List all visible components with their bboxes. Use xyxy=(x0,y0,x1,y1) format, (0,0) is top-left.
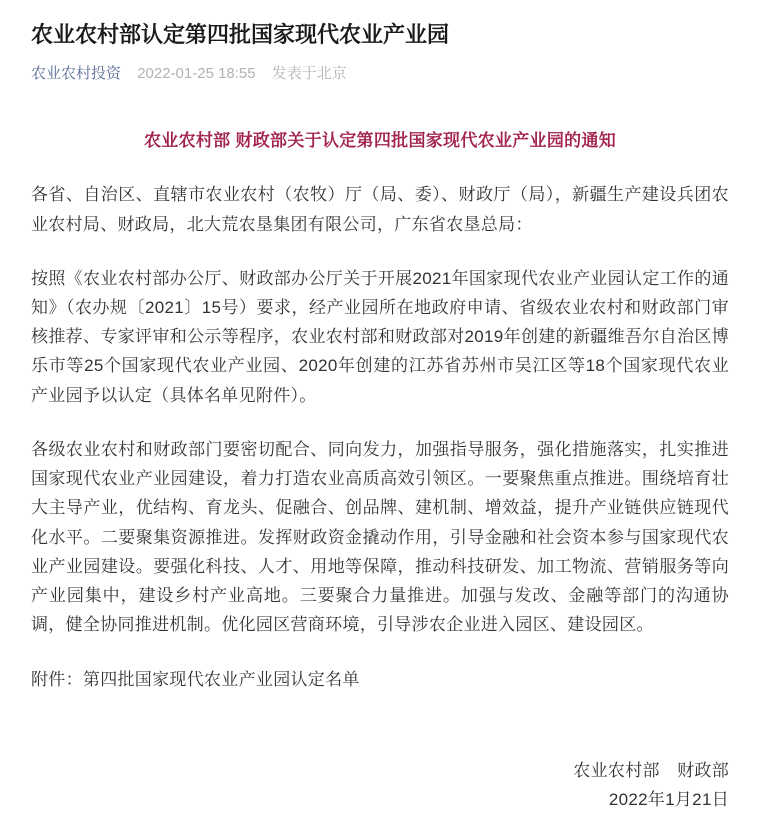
publish-location: 发表于北京 xyxy=(271,64,347,82)
paragraph-salutation: 各省、自治区、直辖市农业农村（农牧）厅（局、委）、财政厅（局），新疆生产建设兵团农业农村局、财政局，北大荒农垦集团有限公司，广东省农垦总局： xyxy=(31,185,729,234)
account-name-link[interactable]: 农业农村投资 xyxy=(31,64,122,82)
article-title: 农业农村部认定第四批国家现代农业产业园 xyxy=(31,22,450,47)
paragraph-requirements: 各级农业农村和财政部门要密切配合、同向发力，加强指导服务，强化措施落实，扎实推进国家现代农业产业园建设，着力打造农业高质高效引领区。一要聚焦重点推进。围绕培育壮大主导产业，优结构、育龙头、促融合、创品牌、建机制、增效益，提升产业链供应链现代化水平。二要聚集资源推进。发挥财政资金撬动作用，引导金融和社会资本参与国家现代农业产业园建设。要强化科技、人才、用地等保障，推动科技研发、加工物流、营销服务等向产业园集中，建设乡村产业高地。三要聚合力量推进。加强与发改、金融等部门的沟通协调，健全协同推进机制。优化园区营商环境，引导涉农企业进入园区、建设园区。 xyxy=(31,439,729,635)
notice-heading: 农业农村部 财政部关于认定第四批国家现代农业产业园的通知 xyxy=(143,130,617,150)
signature-date: 2022年1月21日 xyxy=(608,790,729,810)
article-content xyxy=(31,128,729,814)
paragraph-attachment: 附件：第四批国家现代农业产业园认定名单 xyxy=(31,669,360,689)
byline xyxy=(31,63,729,84)
paragraph-recognition: 按照《农业农村部办公厅、财政部办公厅关于开展2021年国家现代农业产业园认定工作的通知》（农办规〔2021〕15号）要求，经产业园所在地政府申请、省级农业农村和财政部门审核推荐、专家评审和公示等程序，农业农村部和财政部对2019年创建的新疆维吾尔自治区博乐市等25个国家现代农业产业园、2020年创建的江苏省苏州市吴江区等18个国家现代农业产业园予以认定（具体名单见附件）。 xyxy=(31,268,729,405)
publish-datetime: 2022-01-25 18:55 xyxy=(137,64,256,82)
signature-org: 农业农村部 财政部 xyxy=(573,760,729,780)
signature-block xyxy=(31,756,729,814)
